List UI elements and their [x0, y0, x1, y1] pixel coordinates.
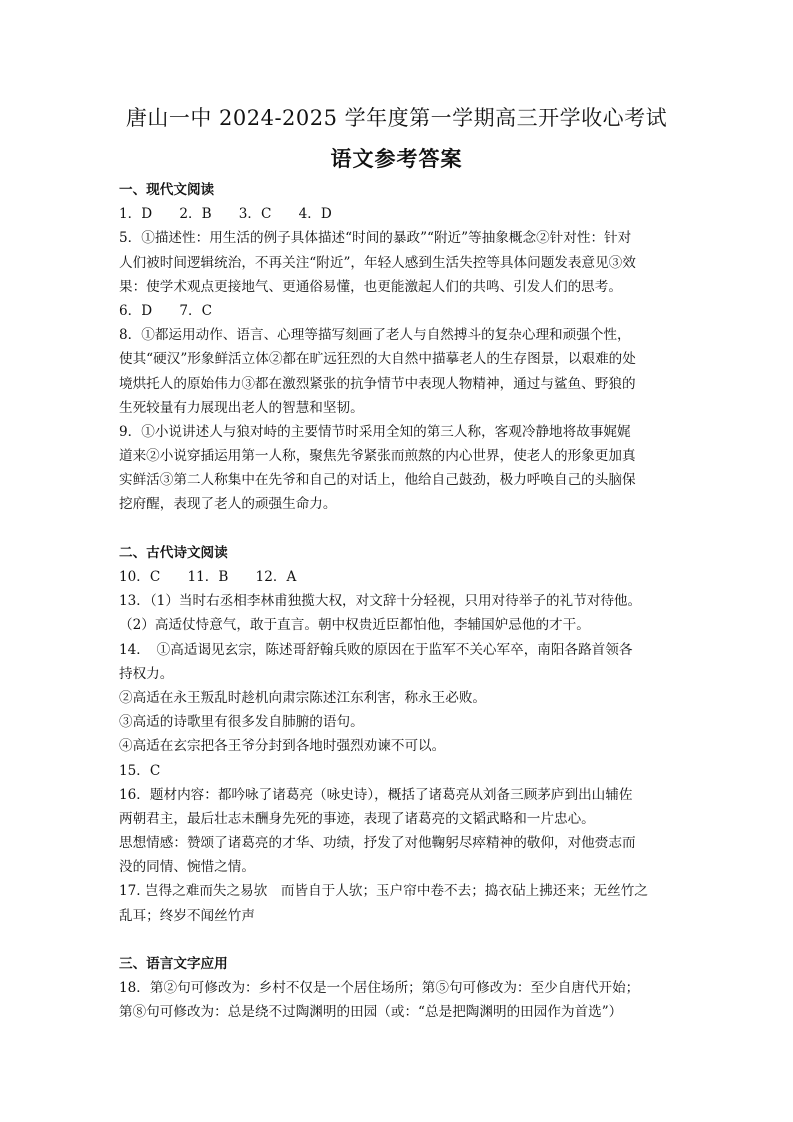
section-heading: 二、古代诗文阅读 — [119, 544, 228, 561]
answer-line: 道来②小说穿插运用第一人称，聚焦先爷紧张而煎熬的内心世界，使老人的形象更加真 — [119, 448, 636, 465]
answer-line: 17. 岂得之难而失之易欤 而皆自于人欤；玉户帘中卷不去；捣衣砧上拂还来；无丝竹之 — [119, 883, 648, 900]
answer-line: 人们被时间逻辑统治，不再关注“附近”，年轻人感到生活失控等具体问题发表意见③效 — [119, 254, 636, 271]
answer-line: 8．①都运用动作、语言、心理等描写刻画了老人与自然搏斗的复杂心理和顽强个性， — [119, 327, 631, 344]
answer-line: 果：使学术观点更接地气、更通俗易懂，也更能激起人们的共鸣、引发人们的思考。 — [119, 278, 622, 295]
page-title: 唐山一中 2024-2025 学年度第一学期高三开学收心考试 — [125, 106, 668, 130]
answer-line: ④高适在玄宗把各王爷分封到各地时强烈劝谏不可以。 — [119, 738, 446, 755]
answer-line: 境烘托人的原始伟力③都在激烈紧张的抗争情节中表现人物精神，通过与鲨鱼、野狼的 — [119, 375, 636, 392]
answer-line: 13．（1）当时右丞相李林甫独揽大权，对文辞十分轻视，只用对待举子的礼节对待他。 — [119, 593, 642, 610]
answer-line: 16．题材内容：都吟咏了诸葛亮（咏史诗），概括了诸葛亮从刘备三顾茅庐到出山辅佐 — [119, 786, 633, 803]
answer-line: （2）高适仗恃意气，敢于直言。朝中权贵近臣都怕他，李辅国妒忌他的才干。 — [119, 617, 590, 634]
answer-line: 第⑧句可修改为：总是绕不过陶渊明的田园（或：“总是把陶渊明的田园作为首选”） — [119, 1004, 623, 1021]
answer-line: ②高适在永王叛乱时趁机向肃宗陈述江东利害，称永王必败。 — [119, 689, 487, 706]
section-heading: 三、语言文字应用 — [119, 956, 228, 972]
answer-line: 5．①描述性：用生活的例子具体描述“时间的暴政”“附近”等抽象概念②针对性：针对 — [119, 230, 632, 247]
blank-line — [119, 928, 679, 952]
answer-line: 9．①小说讲述人与狼对峙的主要情节时采用全知的第三人称，客观冷静地将故事娓娓 — [119, 423, 631, 440]
answer-line: ③高适的诗歌里有很多发自肺腑的语句。 — [119, 714, 364, 731]
answer-line: 使其“硬汉”形象鲜活立体②都在旷远狂烈的大自然中描摹老人的生存图景，以艰难的处 — [119, 351, 636, 368]
answer-line: 实鲜活③第二人称集中在先爷和自己的对话上，他给自己鼓劲，极力呼唤自己的头脑保 — [119, 472, 636, 489]
blank-line — [119, 517, 679, 541]
answer-line: 两朝君主，最后壮志未酬身先死的事迹，表现了诸葛亮的文韬武略和一片忠心。 — [119, 810, 595, 827]
section-heading: 一、现代文阅读 — [119, 182, 215, 198]
answer-line: 6．D 7．C — [119, 302, 212, 319]
answer-line: 15．C — [119, 762, 161, 779]
answer-content — [119, 178, 679, 1025]
answer-line: 乱耳；终岁不闻丝竹声 — [119, 907, 255, 924]
answer-line: 1．D 2．B 3．C 4．D — [119, 206, 332, 223]
answer-line: 持权力。 — [119, 665, 174, 682]
answer-line: 生死较量有力展现出老人的智慧和坚韧。 — [119, 399, 364, 416]
page-subtitle: 语文参考答案 — [330, 146, 463, 171]
answer-line: 14． ①高适谒见玄宗，陈述哥舒翰兵败的原因在于监军不关心军卒，南阳各路首领各 — [119, 641, 633, 658]
answer-line: 10．C 11．B 12．A — [119, 569, 297, 585]
answer-line: 思想情感：赞颂了诸葛亮的才华、功绩，抒发了对他鞠躬尽瘁精神的敬仰，对他赍志而 — [119, 835, 636, 852]
answer-line: 挖府醒，表现了老人的顽强生命力。 — [119, 496, 337, 513]
answer-line: 没的同情、惋惜之情。 — [119, 859, 255, 876]
answer-line: 18．第②句可修改为：乡村不仅是一个居住场所；第⑤句可修改为：至少自唐代开始； — [119, 980, 640, 997]
